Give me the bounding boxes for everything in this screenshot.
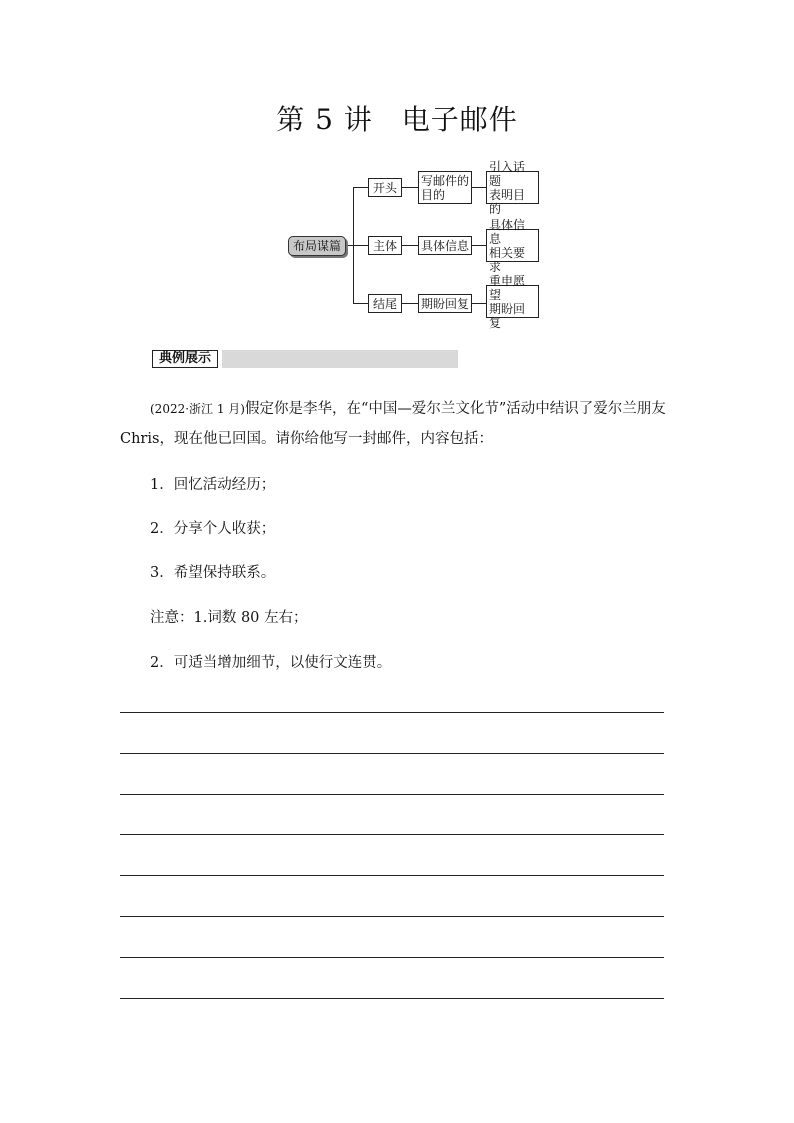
section-label: 典例展示 xyxy=(152,350,218,368)
writing-line[interactable] xyxy=(120,835,664,876)
prompt-intro xyxy=(120,394,680,454)
result-node-opening: 引入话题 表明目的 xyxy=(486,171,539,204)
prompt-item-3: 3．希望保持联系。 xyxy=(150,565,276,581)
prompt-note-2: 2．可适当增加细节，以使行文连贯。 xyxy=(150,655,392,671)
prompt-source: (2022·浙江 1 月) xyxy=(150,402,245,416)
branch-line-2 xyxy=(353,245,368,246)
section-node-opening: 开头 xyxy=(368,178,402,197)
middle-node-opening: 写邮件的 目的 xyxy=(418,171,472,204)
prompt-item-2: 2．分享个人收获； xyxy=(150,521,276,537)
result-node-body: 具体信息 相关要求 xyxy=(486,229,539,262)
section-header xyxy=(152,350,458,368)
writing-line[interactable] xyxy=(120,795,664,836)
writing-line[interactable] xyxy=(120,958,664,999)
section-node-ending: 结尾 xyxy=(368,294,402,313)
branch-line-3 xyxy=(353,303,368,304)
section-bar xyxy=(222,350,458,368)
middle-node-body: 具体信息 xyxy=(418,236,472,255)
prompt-intro-text: 假定你是李华，在“中国—爱尔兰文化节”活动中结识了爱尔兰朋友 Chris，现在他已回国。请你给他写一封邮件，内容包括： xyxy=(120,401,666,447)
page-title: 第 5 讲 电子邮件 xyxy=(276,103,518,136)
middle-node-ending: 期盼回复 xyxy=(418,294,472,313)
link-line-3a xyxy=(402,303,418,304)
writing-line[interactable] xyxy=(120,754,664,795)
writing-line[interactable] xyxy=(120,876,664,917)
branch-line-1 xyxy=(353,187,368,188)
link-line-3b xyxy=(472,303,486,304)
prompt-note-1: 注意：1.词数 80 左右； xyxy=(150,610,308,626)
link-line-2a xyxy=(402,245,418,246)
link-line-1b xyxy=(472,187,486,188)
root-node: 布局谋篇 xyxy=(288,236,346,256)
layout-tree-diagram xyxy=(0,0,794,340)
writing-line[interactable] xyxy=(120,713,664,754)
link-line-1a xyxy=(402,187,418,188)
writing-line[interactable] xyxy=(120,917,664,958)
prompt-item-1: 1．回忆活动经历； xyxy=(150,477,276,493)
answer-writing-lines[interactable] xyxy=(120,712,664,999)
section-node-body: 主体 xyxy=(368,236,402,255)
link-line-2b xyxy=(472,245,486,246)
result-node-ending: 重申愿望 期盼回复 xyxy=(486,285,539,318)
